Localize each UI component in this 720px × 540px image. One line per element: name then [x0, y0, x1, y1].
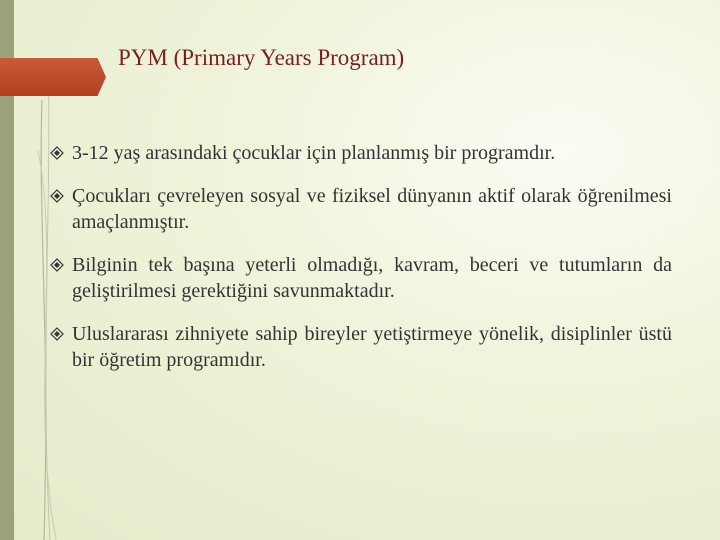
list-item — [50, 252, 672, 304]
bullet-text: Bilginin tek başına yeterli olmadığı, kavram, beceri ve tutumların da geliştirilmesi gerektiğini savunmaktadır. — [72, 254, 672, 302]
bullet-text: 3-12 yaş arasındaki çocuklar için planlanmış bir programdır. — [72, 142, 556, 164]
list-item — [50, 321, 672, 373]
bullet-text: Uluslararası zihniyete sahip bireyler yetiştirmeye yönelik, disiplinler üstü bir öğretim programıdır. — [72, 323, 672, 371]
diamond-outline-icon — [50, 258, 64, 272]
bullet-list — [50, 140, 672, 390]
diamond-outline-icon — [50, 146, 64, 160]
bullet-text: Çocukları çevreleyen sosyal ve fiziksel dünyanın aktif olarak öğrenilmesi amaçlanmıştır. — [72, 185, 672, 233]
slide-title: PYM (Primary Years Program) — [118, 45, 405, 70]
diamond-outline-icon — [50, 327, 64, 341]
title-accent-bar — [0, 58, 106, 96]
list-item — [50, 140, 672, 166]
diamond-outline-icon — [50, 189, 64, 203]
list-item — [50, 183, 672, 235]
